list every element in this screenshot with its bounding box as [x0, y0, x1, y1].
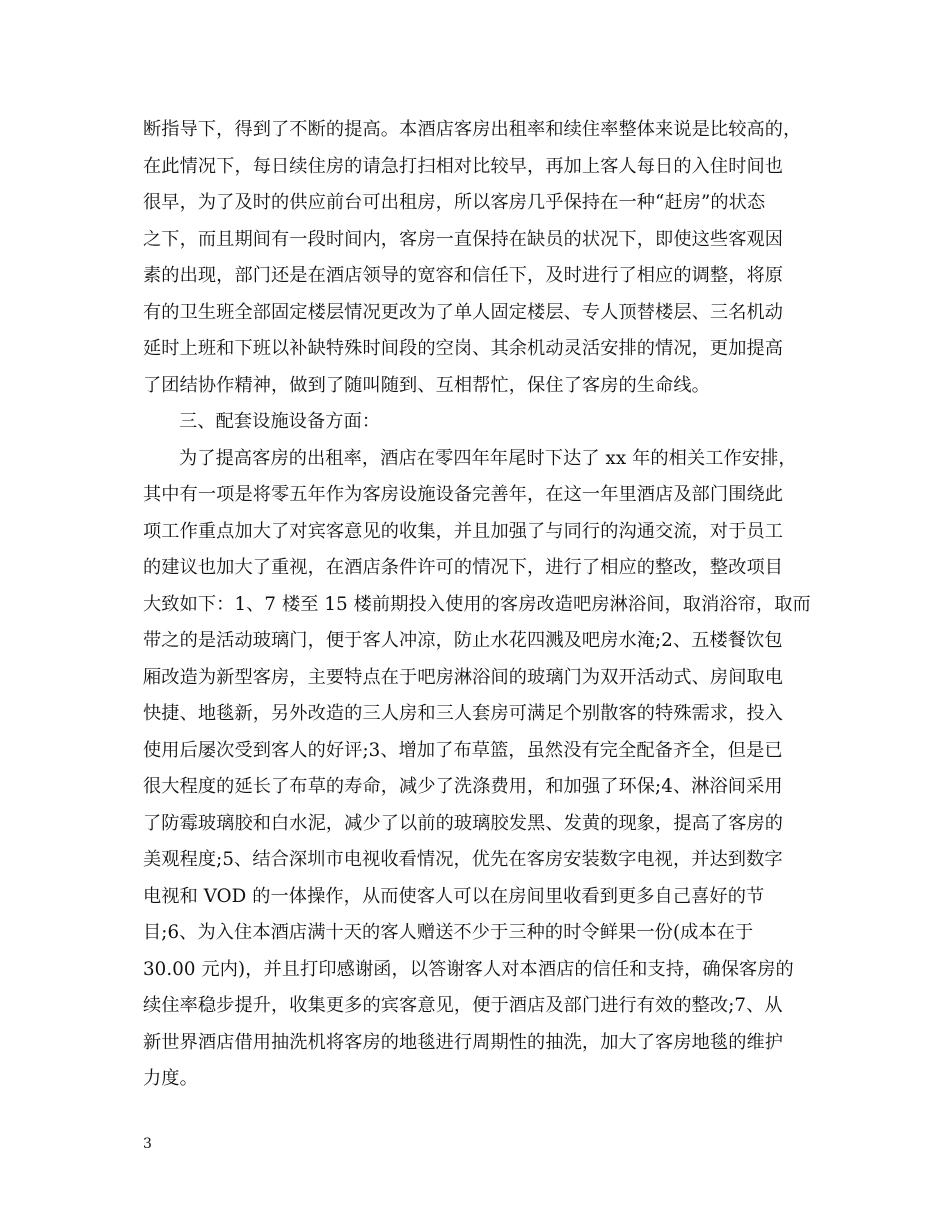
text-line: 美观程度;5、结合深圳市电视收看情况，优先在客房安装数字电视，并达到数字 — [143, 849, 783, 870]
text-line: 目;6、为入住本酒店满十天的客人赠送不少于三种的时令鲜果一份(成本在于 — [143, 922, 754, 943]
page-number: 3 — [143, 1136, 152, 1152]
text-line: 了团结协作精神，做到了随叫随到、互相帮忙，保住了客房的生命线。 — [143, 374, 710, 396]
text-line: 使用后屡次受到客人的好评;3、增加了布草篮，虽然没有完全配备齐全，但是已 — [143, 739, 783, 761]
text-line: 延时上班和下班以补缺特殊时间段的空岗、其余机动灵活安排的情况，更加提高 — [143, 338, 784, 359]
text-line: 之下，而且期间有一段时间内，客房一直保持在缺员的状况下，即使这些客观因 — [143, 228, 784, 250]
text-line: 在此情况下，每日续住房的请急打扫相对比较早，再加上客人每日的入住时间也 — [143, 155, 784, 177]
text-line: 厢改造为新型客房，主要特点在于吧房淋浴间的玻璃门为双开活动式、房间取电 — [143, 666, 784, 688]
text-line: 快捷、地毯新，另外改造的三人房和三人套房可满足个别散客的特殊需求，投入 — [143, 703, 784, 724]
text-line: 有的卫生班全部固定楼层情况更改为了单人固定楼层、专人顶替楼层、三名机动 — [143, 301, 784, 323]
text-line: 其中有一项是将零五年作为客房设施设备完善年，在这一年里酒店及部门围绕此 — [143, 484, 784, 505]
text-line: 新世界酒店借用抽洗机将客房的地毯进行周期性的抽洗，加大了客房地毯的维护 — [143, 1031, 784, 1053]
text-line: 带之的是活动玻璃门，便于客人冲凉，防止水花四溅及吧房水淹;2、五楼餐饮包 — [143, 630, 783, 651]
text-line: 的建议也加大了重视，在酒店条件许可的情况下，进行了相应的整改，整改项目 — [143, 557, 784, 578]
text-line: 电视和 VOD 的一体操作，从而使客人可以在房间里收看到更多自己喜好的节 — [143, 885, 765, 907]
text-line: 续住率稳步提升，收集更多的宾客意见，便于酒店及部门进行有效的整改;7、从 — [143, 995, 783, 1016]
text-line: 大致如下：1、7 楼至 15 楼前期投入使用的客房改造吧房淋浴间，取消浴帘，取而 — [143, 593, 811, 615]
text-line: 项工作重点加大了对宾客意见的收集，并且加强了与同行的沟通交流，对于员工 — [143, 520, 784, 542]
text-line: 30.00 元内)，并且打印感谢函，以答谢客人对本酒店的信任和支持，确保客房的 — [143, 958, 794, 980]
text-line: 很大程度的延长了布草的寿命，减少了洗涤费用，和加强了环保;4、淋浴间采用 — [143, 776, 783, 797]
text-line: 为了提高客房的出租率，酒店在零四年年尾时下达了 xx 年的相关工作安排， — [179, 447, 797, 469]
text-line: 素的出现，部门还是在酒店领导的宽容和信任下，及时进行了相应的调整，将原 — [143, 265, 784, 286]
text-line: 断指导下，得到了不断的提高。本酒店客房出租率和续住率整体来说是比较高的， — [143, 119, 802, 140]
text-line: 力度。 — [143, 1068, 198, 1089]
text-line: 三、配套设施设备方面： — [179, 411, 381, 432]
text-line: 了防霉玻璃胶和白水泥，减少了以前的玻璃胶发黑、发黄的现象，提高了客房的 — [143, 812, 784, 834]
document-body — [143, 112, 813, 1098]
text-line: 很早，为了及时的供应前台可出租房，所以客房几乎保持在一种“赶房”的状态 — [143, 192, 766, 213]
